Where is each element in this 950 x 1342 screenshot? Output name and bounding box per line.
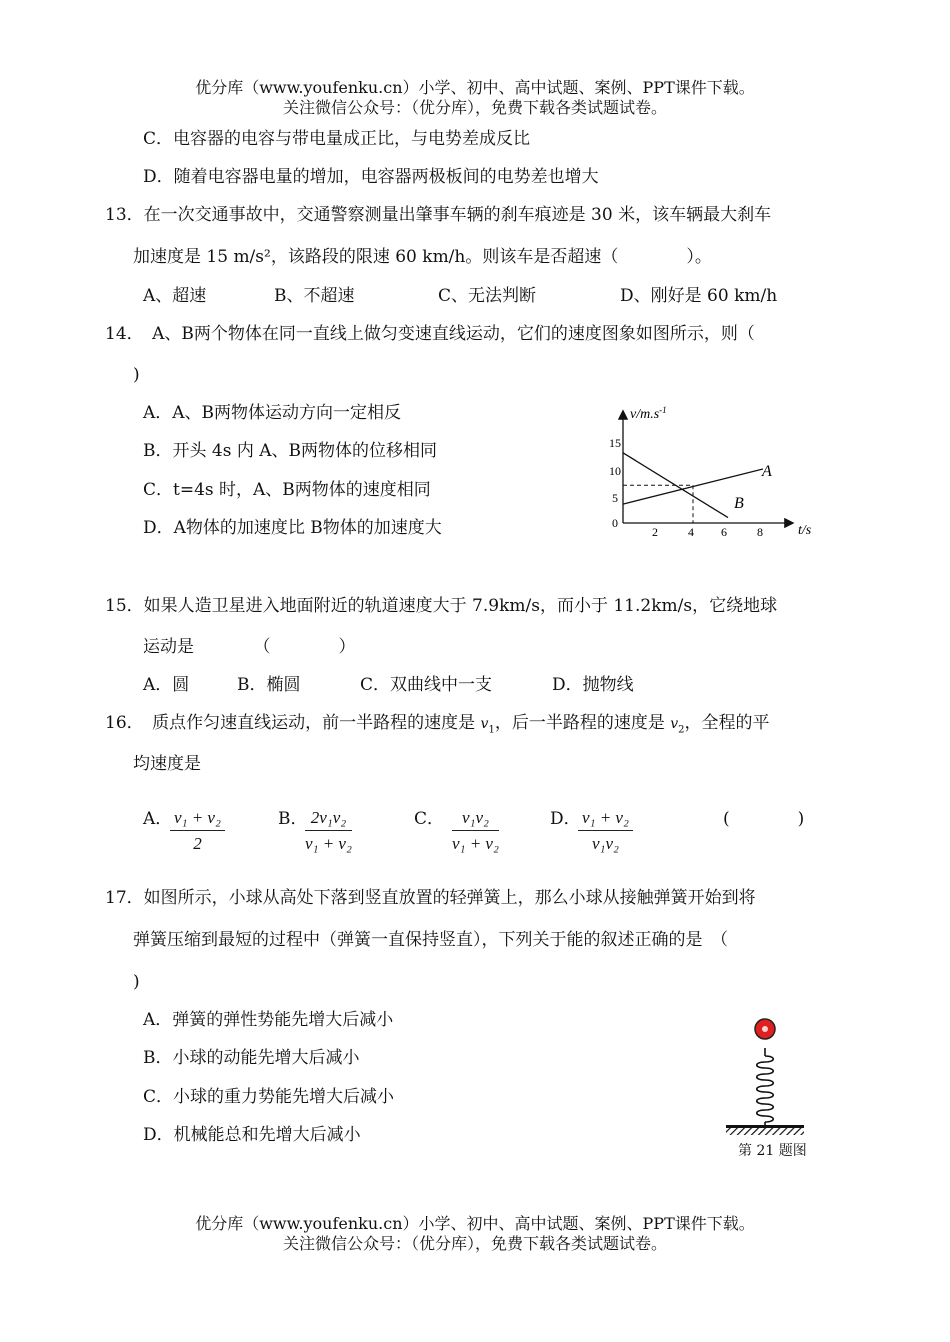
- q16-stem-line-1: 16． 质点作匀速直线运动，前一半路程的速度是 $v_1$，后一半路程的速度是 $v_2$，全程的平: [105, 713, 770, 736]
- x-tick-2: 2: [652, 525, 658, 539]
- q13-option-c: C、无法判断: [438, 286, 537, 306]
- y-tick-15: 15: [609, 436, 621, 450]
- q16-stem-line-2: 均速度是: [133, 754, 201, 774]
- q12-option-c: C．电容器的电容与带电量成正比，与电势差成反比: [143, 129, 531, 149]
- spring-icon: [757, 1048, 774, 1125]
- q12-option-d: D．随着电容器电量的增加，电容器两极板间的电势差也增大: [143, 167, 599, 187]
- q17-stem-line-3: ): [133, 972, 140, 992]
- y-axis-label: $v/m.s^{-1}$: [630, 405, 667, 422]
- y-tick-10: 10: [609, 464, 621, 478]
- q16-option-a-fraction: $\frac{\text{v₁ + v₂}}{2}$: [170, 808, 225, 854]
- y-tick-5: 5: [612, 491, 618, 505]
- velocity-time-graph: [600, 400, 830, 545]
- q13-option-b: B、不超速: [274, 286, 355, 306]
- q17-option-a: A．弹簧的弹性势能先增大后减小: [143, 1010, 394, 1030]
- q15-option-d: D．抛物线: [552, 675, 634, 695]
- spring-ball-figure: [718, 1012, 828, 1137]
- header-line-2: 关注微信公众号：（优分库），免费下载各类试题试卷。: [282, 98, 667, 117]
- q13-stem-line-1: 13．在一次交通事故中，交通警察测量出肇事车辆的刹车痕迹是 30 米，该车辆最大刹车: [105, 205, 772, 225]
- x-axis-label: t/s: [798, 523, 812, 538]
- q15-stem-line-1: 15．如果人造卫星进入地面附近的轨道速度大于 7.9km/s，而小于 11.2km/s，它绕地球: [105, 596, 778, 616]
- q14-option-d: D．A物体的加速度比 B物体的加速度大: [143, 518, 442, 538]
- q17-option-c: C．小球的重力势能先增大后减小: [143, 1087, 395, 1107]
- header-line-1: 优分库（www.youfenku.cn）小学、初中、高中试题、案例、PPT课件下载。: [195, 78, 755, 97]
- ground-icon: [726, 1125, 804, 1135]
- x-tick-6: 6: [721, 525, 727, 539]
- q14-option-a: A．A、B两物体运动方向一定相反: [143, 403, 402, 423]
- q16-option-c-fraction: $\frac{\text{v₁v₂}}{\text{v₁ + v₂}}$: [452, 808, 499, 853]
- q14-option-c: C．t=4s 时，A、B两物体的速度相同: [143, 480, 431, 500]
- q15-option-c: C．双曲线中一支: [360, 675, 493, 695]
- series-a-label: A: [762, 463, 772, 480]
- q16-option-b-label: B．: [278, 809, 308, 829]
- footer-line-1: 优分库（www.youfenku.cn）小学、初中、高中试题、案例、PPT课件下载。: [195, 1214, 755, 1233]
- x-tick-8: 8: [757, 525, 763, 539]
- q13-option-a: A、超速: [143, 286, 207, 306]
- series-b-label: B: [734, 495, 744, 512]
- q14-option-b: B．开头 4s 内 A、B两物体的位移相同: [143, 441, 438, 461]
- q16-option-c-label: C．: [414, 809, 445, 829]
- q17-stem-line-1: 17．如图所示，小球从高处下落到竖直放置的轻弹簧上，那么小球从接触弹簧开始到将: [105, 888, 756, 908]
- q15-stem-line-2: 运动是 （ ）: [143, 637, 356, 657]
- q15-option-b: B．椭圆: [237, 675, 301, 695]
- footer-line-2: 关注微信公众号：（优分库），免费下载各类试题试卷。: [282, 1234, 667, 1253]
- q16-answer-paren: ( ): [723, 809, 805, 829]
- q15-option-a: A．圆: [143, 675, 190, 695]
- q16-option-b-fraction: $\frac{\text{2v₁v₂}}{\text{v₁ + v₂}}$: [305, 808, 352, 853]
- q16-option-d-fraction: $\frac{\text{v₁ + v₂}}{\text{v₁v₂}}$: [578, 808, 633, 854]
- y-tick-0: 0: [612, 516, 618, 530]
- q17-option-d: D．机械能总和先增大后减小: [143, 1125, 361, 1145]
- q14-stem-line-1: 14． A、B两个物体在同一直线上做匀变速直线运动，它们的速度图象如图所示，则（: [105, 324, 755, 344]
- q16-option-d-label: D．: [550, 809, 581, 829]
- q14-stem-line-2: ): [133, 365, 140, 385]
- q13-option-d: D、刚好是 60 km/h: [620, 286, 778, 306]
- q17-stem-line-2: 弹簧压缩到最短的过程中（弹簧一直保持竖直），下列关于能的叙述正确的是 （: [133, 930, 728, 950]
- figure-caption: 第 21 题图: [738, 1143, 807, 1159]
- q17-option-b: B．小球的动能先增大后减小: [143, 1048, 360, 1068]
- q16-option-a-label: A．: [143, 809, 173, 829]
- q13-stem-line-2: 加速度是 15 m/s²，该路段的限速 60 km/h。则该车是否超速（ ）。: [133, 247, 712, 267]
- x-tick-4: 4: [688, 525, 694, 539]
- ball-icon: [755, 1019, 775, 1039]
